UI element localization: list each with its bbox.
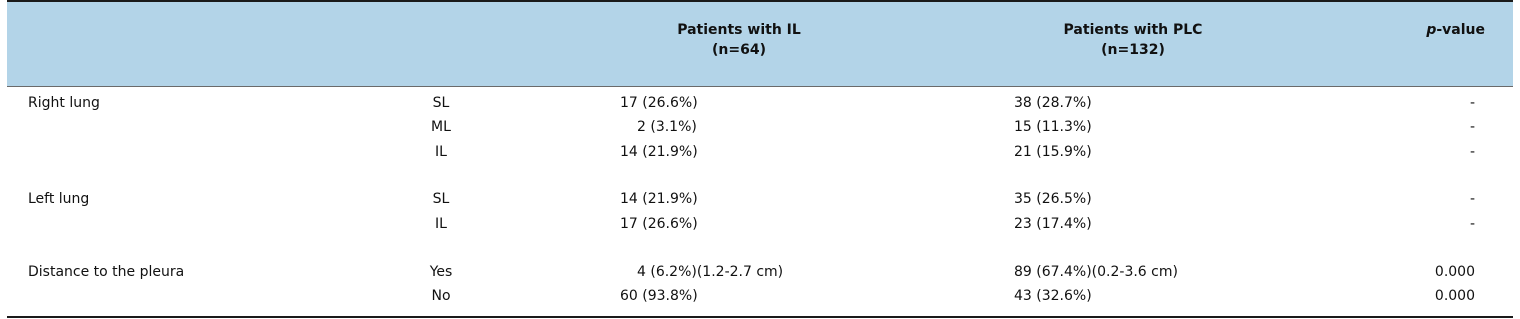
row-plc-value: 35 (26.5%) <box>1014 191 1092 207</box>
row-il-value: 14 (21.9%) <box>620 191 698 207</box>
row-plc-value: 21 (15.9%) <box>1014 144 1092 160</box>
row-plc-value: 15 (11.3%) <box>1014 119 1092 135</box>
row-il-value: 17 (26.6%) <box>620 216 698 232</box>
row-p-value: 0.000 <box>1434 288 1475 304</box>
row-sub: ML <box>431 119 451 135</box>
row-sub: SL <box>432 191 450 207</box>
row-p-value: - <box>1469 191 1475 207</box>
header-il <box>629 20 849 60</box>
data-table <box>7 0 1513 319</box>
row-label-left-lung: Left lung <box>28 191 90 207</box>
row-p-value: - <box>1469 144 1475 160</box>
bottom-rule <box>7 316 1513 318</box>
header-plc <box>1013 20 1253 60</box>
row-plc-value: 23 (17.4%) <box>1014 216 1092 232</box>
row-p-value: - <box>1469 216 1475 232</box>
header-il-title: Patients with IL <box>677 22 801 38</box>
row-label-distance-pleura: Distance to the pleura <box>28 264 185 280</box>
header-p-rest: -value <box>1436 22 1485 38</box>
row-il-value: 14 (21.9%) <box>620 144 698 160</box>
row-il-value: 2 (3.1%) <box>637 119 697 135</box>
table-header <box>7 2 1513 86</box>
row-plc-value: 43 (32.6%) <box>1014 288 1092 304</box>
row-p-value: - <box>1469 95 1475 111</box>
header-p-italic: p <box>1426 22 1437 38</box>
header-plc-title: Patients with PLC <box>1063 22 1203 38</box>
row-sub: Yes <box>429 264 453 280</box>
header-plc-n: (n=132) <box>1101 42 1165 58</box>
row-plc-value: 89 (67.4%)(0.2-3.6 cm) <box>1014 264 1178 280</box>
row-sub: SL <box>432 95 450 111</box>
row-il-value: 17 (26.6%) <box>620 95 698 111</box>
row-p-value: 0.000 <box>1434 264 1475 280</box>
row-label-right-lung: Right lung <box>28 95 100 111</box>
row-p-value: - <box>1469 119 1475 135</box>
row-sub: IL <box>435 216 447 232</box>
header-rule <box>7 86 1513 87</box>
row-sub: No <box>431 288 451 304</box>
row-plc-value: 38 (28.7%) <box>1014 95 1092 111</box>
header-p-value <box>1426 20 1485 40</box>
row-il-value: 60 (93.8%) <box>620 288 698 304</box>
row-sub: IL <box>435 144 447 160</box>
row-il-value: 4 (6.2%)(1.2-2.7 cm) <box>637 264 784 280</box>
header-il-n: (n=64) <box>712 42 766 58</box>
